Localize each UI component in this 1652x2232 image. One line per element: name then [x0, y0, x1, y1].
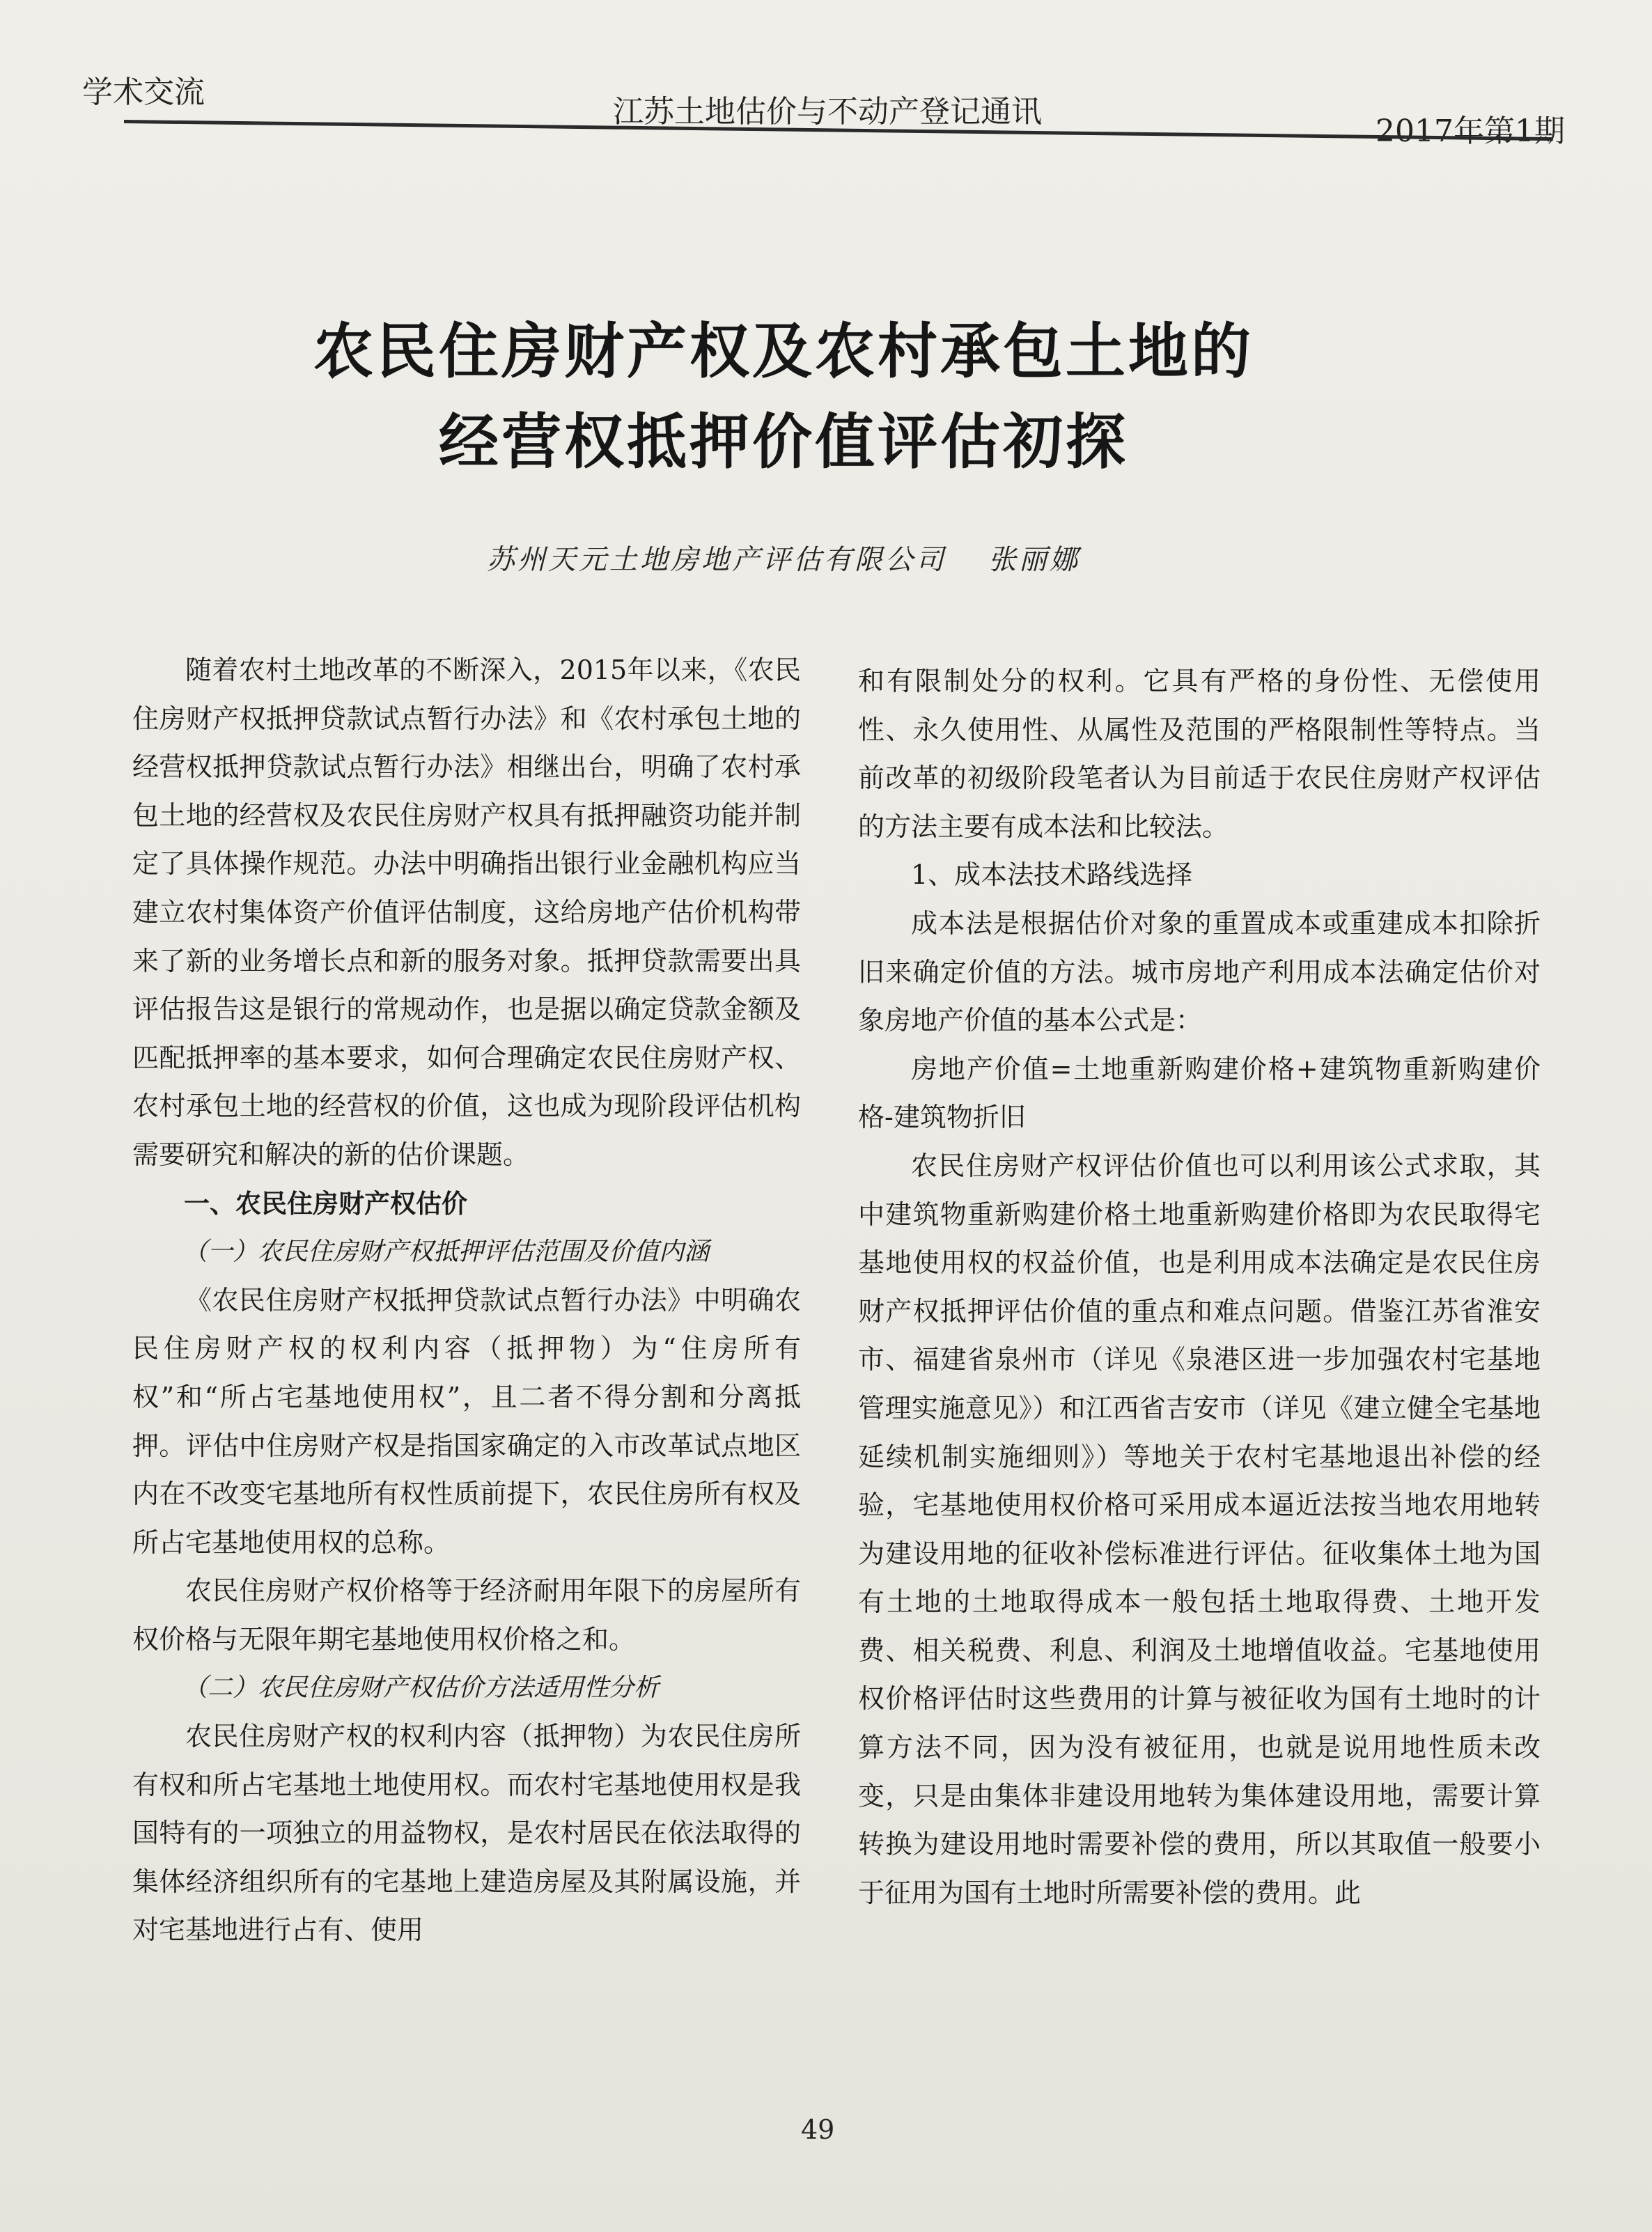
header-issue: 2017年第1期 — [1376, 114, 1565, 149]
section-heading: 一、农民住房财产权估价 — [184, 1188, 467, 1219]
paragraph: 农民住房财产权价格等于经济耐用年限下的房屋所有权价格与无限年期宅基地使用权价格之和。 — [132, 1575, 801, 1655]
right-column — [858, 657, 1541, 1917]
author: 张丽娜 — [988, 544, 1080, 576]
paragraph: 《农民住房财产权抵押贷款试点暂行办法》中明确农民住房财产权的权利内容（抵押物）为“住房所有权”和“所占宅基地使用权”，且二者不得分割和分离抵押。评估中住房财产权是指国家确定的入市改革试点地区内在不改变宅基地所有权性质前提下，农民住房所有权及所占宅基地使用权的总称。 — [132, 1284, 801, 1558]
title-line-2: 经营权抵押价值评估初探 — [439, 407, 1128, 477]
paragraph: 成本法是根据估价对象的重置成本或重建成本扣除折旧来确定价值的方法。城市房地产利用成本法确定估价对象房地产价值的基本公式是： — [858, 907, 1541, 1036]
title-line-1: 农民住房财产权及农村承包土地的 — [313, 317, 1254, 387]
header-section-label: 学术交流 — [82, 75, 205, 110]
page-number: 49 — [801, 2114, 835, 2145]
sub-heading: 1、成本法技术路线选择 — [911, 859, 1193, 891]
paragraph: 随着农村土地改革的不断深入，2015年以来，《农民住房财产权抵押贷款试点暂行办法》和《农村承包土地的经营权抵押贷款试点暂行办法》相继出台，明确了农村承包土地的经营权及农民住房财产权具有抵押融资功能并制定了具体操作规范。办法中明确指出银行业金融机构应当建立农村集体资产价值评估制度，这给房地产估价机构带来了新的业务增长点和新的服务对象。抵押贷款需要出具评估报告这是银行的常规动作，也是据以确定贷款金额及匹配抵押率的基本要求，如何合理确定农民住房财产权、农村承包土地的经营权的价值，这也成为现阶段评估机构需要研究和解决的新的估价课题。 — [132, 655, 801, 1170]
subsection-heading: （二）农民住房财产权估价方法适用性分析 — [182, 1673, 660, 1703]
formula: 房地产价值=土地重新购建价格+建筑物重新购建价格-建筑物折旧 — [858, 1053, 1541, 1133]
paragraph: 农民住房财产权评估价值也可以利用该公式求取，其中建筑物重新购建价格土地重新购建价格即为农民取得宅基地使用权的权益价值，也是利用成本法确定是农民住房财产权抵押评估价值的重点和难点问题。借鉴江苏省淮安市、福建省泉州市（详见《泉港区进一步加强农村宅基地管理实施意见》）和江西省吉安市（详见《建立健全宅基地延续机制实施细则》）等地关于农村宅基地退出补偿的经验，宅基地使用权价格可采用成本逼近法按当地农用地转为建设用地的征收补偿标准进行评估。征收集体土地为国有土地的土地取得成本一般包括土地取得费、土地开发费、相关税费、利息、利润及土地增值收益。宅基地使用权价格评估时这些费用的计算与被征收为国有土地时的计算方法不同，因为没有被征用，也就是说用地性质未改变，只是由集体非建设用地转为集体建设用地，需要计算转换为建设用地时需要补偿的费用，所以其取值一般要小于征用为国有土地时所需要补偿的费用。此 — [858, 1150, 1541, 1908]
left-column — [132, 646, 801, 1955]
byline — [209, 538, 1358, 577]
article-title — [209, 306, 1358, 487]
affiliation: 苏州天元土地房地产评估有限公司 — [487, 544, 946, 576]
paragraph: 农民住房财产权的权利内容（抵押物）为农民住房所有权和所占宅基地土地使用权。而农村宅基地使用权是我国特有的一项独立的用益物权，是农村居民在依法取得的集体经济组织所有的宅基地上建造房屋及其附属设施，并对宅基地进行占有、使用 — [132, 1721, 801, 1946]
subsection-heading: （一）农民住房财产权抵押评估范围及价值内涵 — [182, 1238, 710, 1267]
header-journal-name: 江苏土地估价与不动产登记通讯 — [613, 94, 1042, 130]
paragraph: 和有限制处分的权利。它具有严格的身份性、无偿使用性、永久使用性、从属性及范围的严格限制性等特点。当前改革的初级阶段笔者认为目前适于农民住房财产权评估的方法主要有成本法和比较法。 — [858, 666, 1541, 842]
